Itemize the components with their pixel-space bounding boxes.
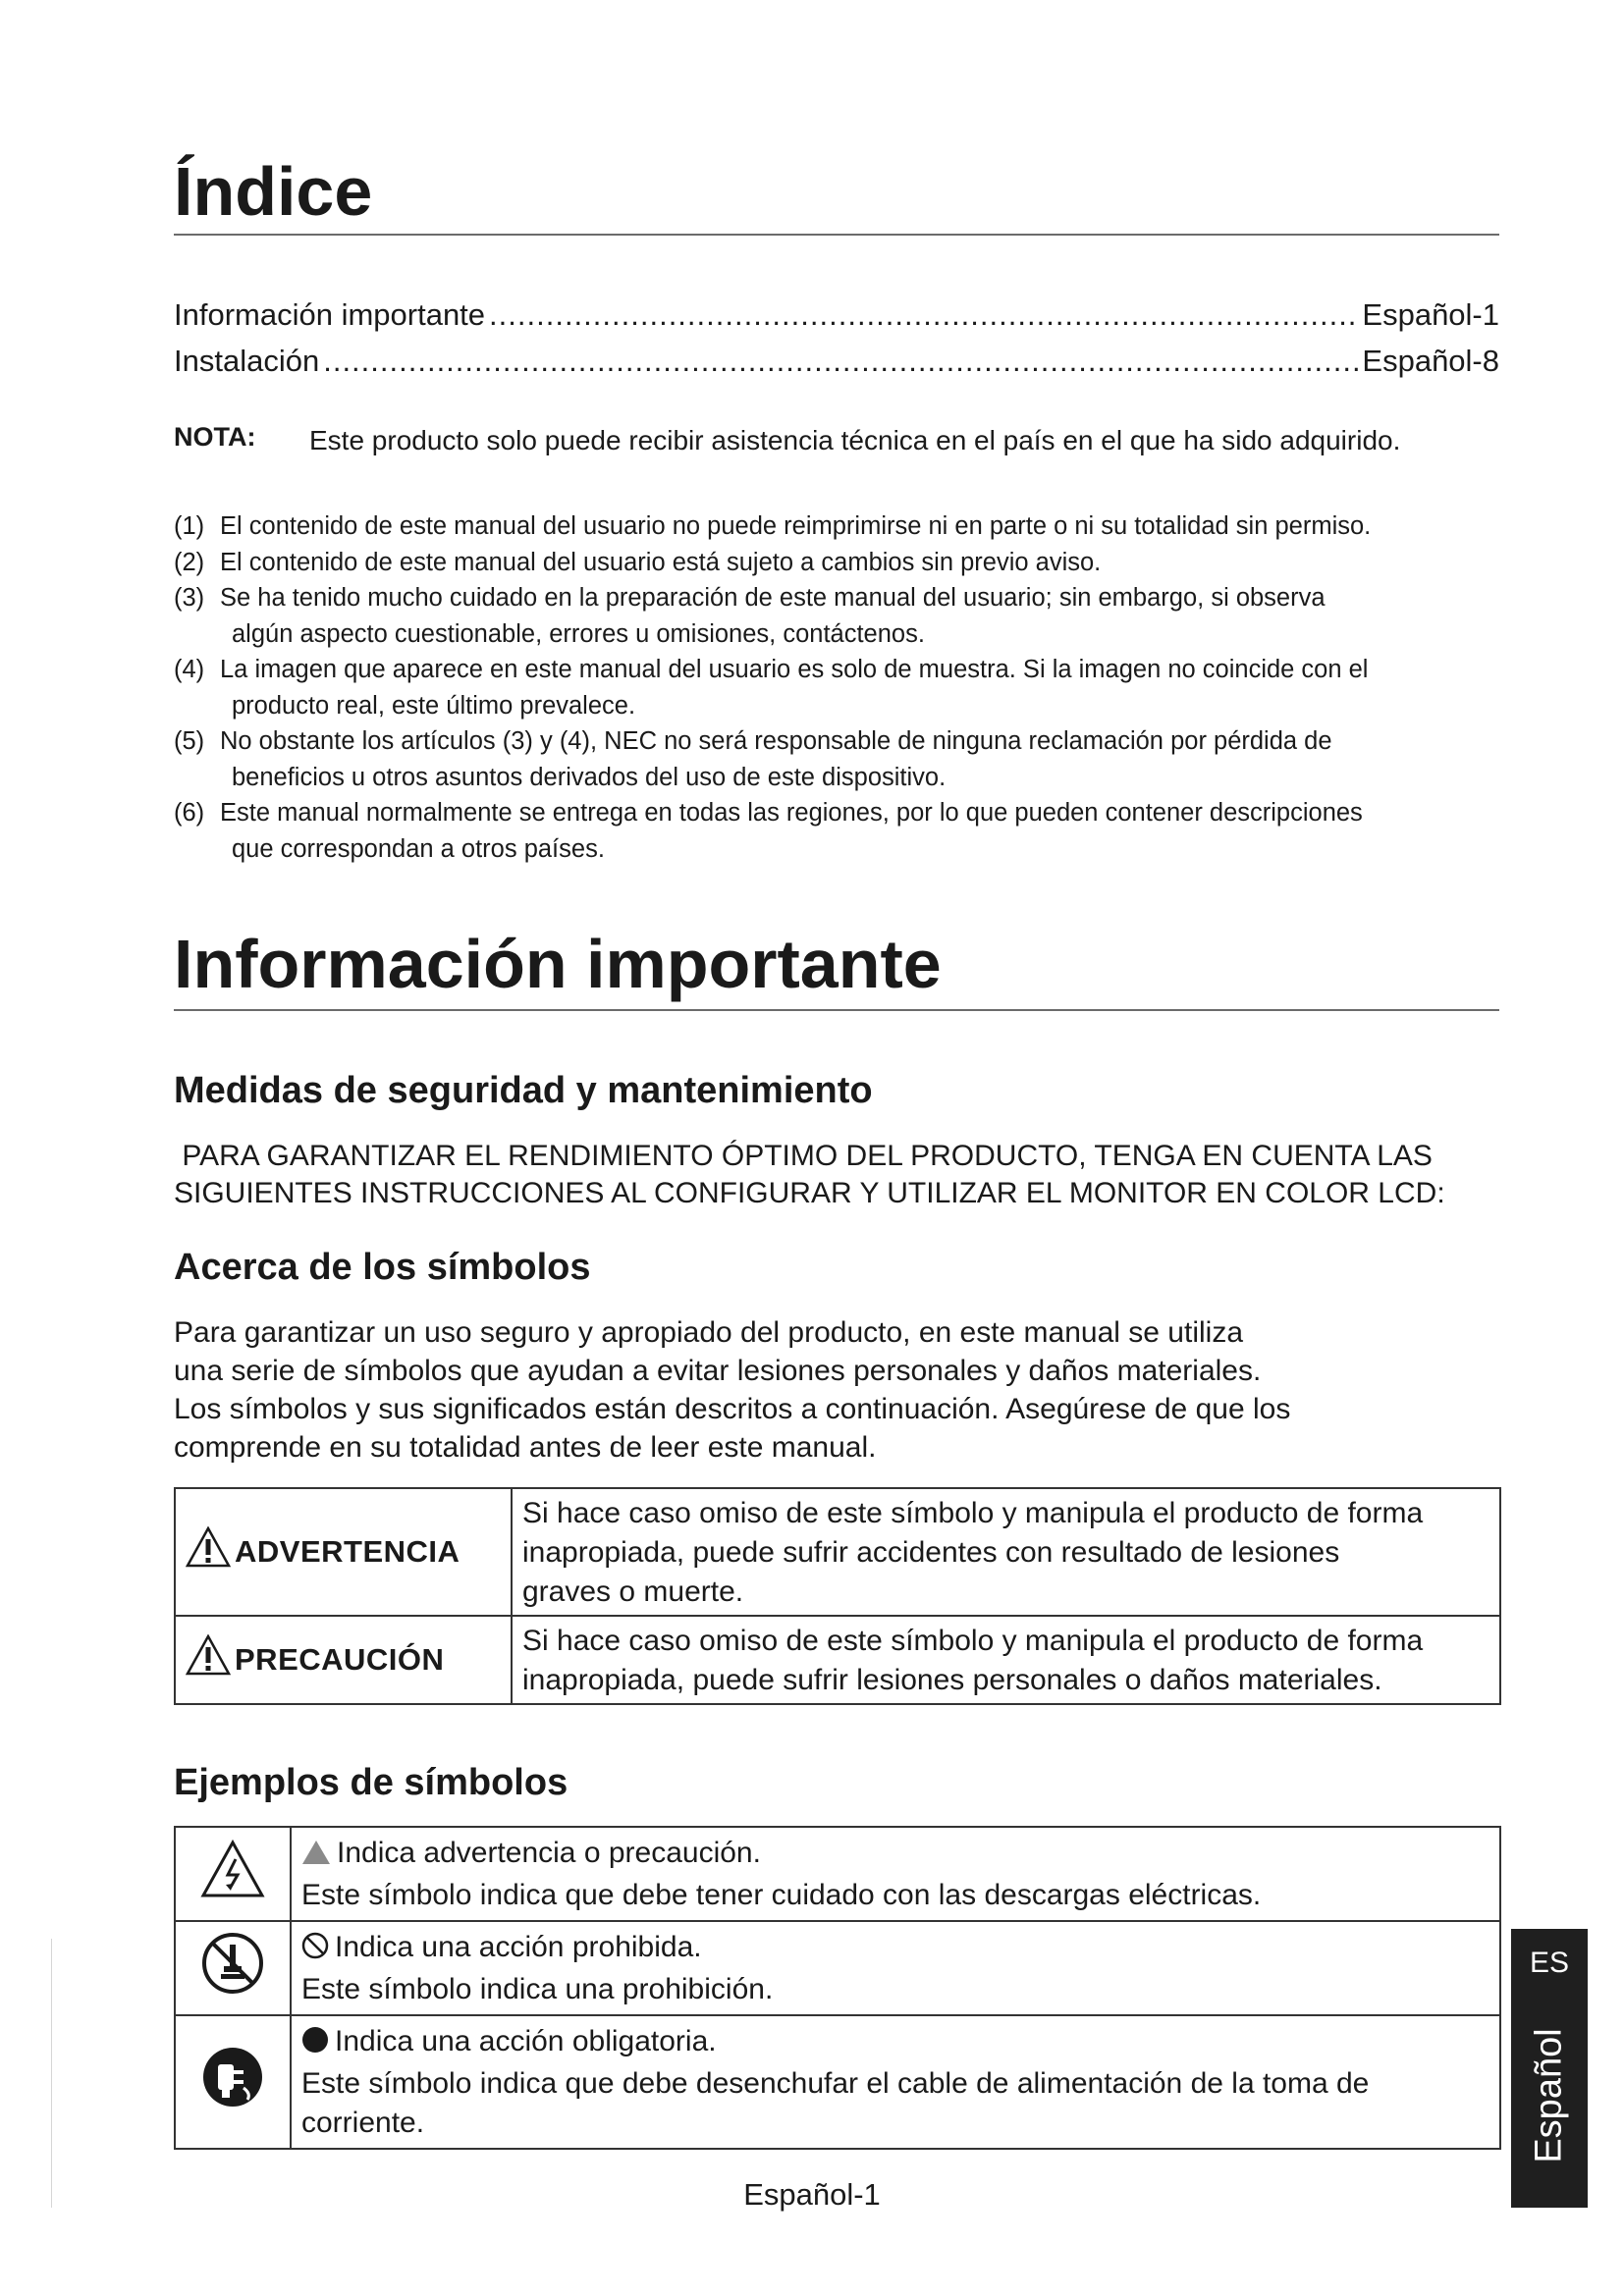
table-row — [175, 1616, 1500, 1704]
symbol-header-cell — [175, 1488, 512, 1616]
table-row — [175, 1921, 1500, 2015]
caution-triangle-icon — [186, 1634, 231, 1685]
toc-entry-label: Instalación — [174, 344, 320, 378]
symbol-example-line: Este símbolo indica que debe desenchufar el cable de alimentación de la toma de — [301, 2067, 1370, 2100]
list-item-text: Se ha tenido mucho cuidado en la preparación de este manual del usuario; sin embargo, si observa — [220, 584, 1326, 612]
warning-triangle-icon — [186, 1526, 231, 1577]
symbol-example-line: corriente. — [301, 2107, 425, 2139]
symbol-label: PRECAUCIÓN — [235, 1642, 445, 1677]
symbol-header-cell — [175, 1616, 512, 1704]
list-item-text: Este manual normalmente se entrega en todas las regiones, por lo que pueden contener descripciones — [220, 799, 1363, 827]
list-item — [174, 795, 1509, 831]
symbol-label: ADVERTENCIA — [235, 1534, 460, 1569]
table-row — [175, 1827, 1500, 1921]
symbol-icon-cell — [175, 1921, 291, 2015]
symbol-description-line: Si hace caso omiso de este símbolo y manipula el producto de forma — [522, 1625, 1424, 1657]
toc-entry[interactable] — [174, 299, 1499, 330]
filled-circle-icon — [301, 2025, 329, 2064]
list-item-continuation: beneficios u otros asuntos derivados del uso de este dispositivo. — [232, 763, 947, 791]
list-item-text: El contenido de este manual del usuario no puede reimprimirse ni en parte o ni su totalidad sin permiso. — [220, 512, 1372, 540]
symbol-example-title: Indica una acción obligatoria. — [335, 2025, 717, 2057]
symbol-example-title: Indica una acción prohibida. — [335, 1931, 702, 1963]
note-label: NOTA: — [174, 422, 256, 452]
list-item-number: (2) — [174, 548, 205, 576]
electric-shock-icon — [200, 1873, 265, 1905]
list-item — [174, 652, 1509, 688]
symbol-meaning-table — [174, 1487, 1501, 1705]
list-item-number: (4) — [174, 656, 205, 683]
toc-entry-label: Información importante — [174, 297, 486, 332]
important-title-rule — [174, 1009, 1499, 1011]
table-row — [175, 1488, 1500, 1616]
numbered-list — [174, 508, 1509, 867]
symbol-examples-table — [174, 1826, 1501, 2150]
list-item — [174, 723, 1509, 760]
symbol-example-description — [291, 1921, 1500, 2015]
list-item-text: No obstante los artículos (3) y (4), NEC no será responsable de ninguna reclamación por pérdida de — [220, 727, 1332, 755]
table-row — [175, 2015, 1500, 2149]
list-item-number: (3) — [174, 584, 205, 612]
language-code: ES — [1529, 1947, 1570, 1979]
symbols-paragraph — [174, 1313, 1509, 1467]
toc-leader-dots — [489, 299, 1358, 330]
margin-line — [51, 1939, 52, 2208]
symbol-icon-cell — [175, 2015, 291, 2149]
list-item-text: El contenido de este manual del usuario está sujeto a cambios sin previo aviso. — [220, 548, 1102, 576]
safety-line: PARA GARANTIZAR EL RENDIMIENTO ÓPTIMO DEL PRODUCTO, TENGA EN CUENTA LAS — [174, 1140, 1433, 1172]
symbol-description-line: Si hace caso omiso de este símbolo y manipula el producto de forma — [522, 1497, 1424, 1529]
symbols-line: Para garantizar un uso seguro y apropiado del producto, en este manual se utiliza — [174, 1316, 1244, 1349]
index-title-rule — [174, 234, 1499, 236]
toc-entry[interactable] — [174, 346, 1499, 376]
symbol-description-cell — [512, 1488, 1500, 1616]
list-item-continuation: producto real, este último prevalece. — [232, 691, 636, 720]
toc-entry-page: Español-1 — [1362, 297, 1499, 332]
safety-paragraph — [174, 1138, 1509, 1212]
symbol-description-line: inapropiada, puede sufrir accidentes con resultado de lesiones — [522, 1536, 1340, 1569]
list-item-text: La imagen que aparece en este manual del usuario es solo de muestra. Si la imagen no coincide con el — [220, 656, 1369, 683]
list-item-number: (6) — [174, 799, 205, 827]
list-item-continuation: que correspondan a otros países. — [232, 834, 605, 863]
symbols-heading: Acerca de los símbolos — [174, 1247, 591, 1288]
toc-entry-page: Español-8 — [1362, 344, 1499, 378]
important-title: Información importante — [174, 926, 942, 1002]
symbol-description-line: graves o muerte. — [522, 1575, 744, 1608]
language-name: Español — [1528, 2028, 1570, 2163]
symbols-line: comprende en su totalidad antes de leer este manual. — [174, 1431, 877, 1464]
symbols-line: Los símbolos y sus significados están descritos a continuación. Asegúrese de que los — [174, 1393, 1291, 1425]
symbol-description-cell — [512, 1616, 1500, 1704]
list-item-number: (5) — [174, 727, 205, 755]
list-item-number: (1) — [174, 512, 205, 540]
toc-leader-dots — [323, 346, 1358, 376]
gray-triangle-icon — [301, 1837, 331, 1876]
safety-line: SIGUIENTES INSTRUCCIONES AL CONFIGURAR Y UTILIZAR EL MONITOR EN COLOR LCD: — [174, 1177, 1445, 1209]
symbol-icon-cell — [175, 1827, 291, 1921]
language-side-tab — [1511, 1929, 1588, 2208]
page-number: Español-1 — [743, 2177, 881, 2212]
examples-heading: Ejemplos de símbolos — [174, 1762, 568, 1803]
note-text: Este producto solo puede recibir asistencia técnica en el país en el que ha sido adquirido. — [309, 425, 1401, 455]
symbol-description-line: inapropiada, puede sufrir lesiones personales o daños materiales. — [522, 1664, 1382, 1696]
list-item — [174, 508, 1509, 545]
symbol-example-description — [291, 2015, 1500, 2149]
do-not-disassemble-icon — [200, 1970, 265, 2002]
safety-heading: Medidas de seguridad y mantenimiento — [174, 1070, 873, 1111]
prohibition-circle-icon — [301, 1931, 329, 1970]
list-item-continuation: algún aspecto cuestionable, errores u omisiones, contáctenos. — [232, 619, 925, 648]
unplug-icon — [200, 2084, 265, 2116]
symbols-line: una serie de símbolos que ayudan a evitar lesiones personales y daños materiales. — [174, 1355, 1262, 1387]
symbol-example-line: Este símbolo indica que debe tener cuidado con las descargas eléctricas. — [301, 1879, 1262, 1911]
index-title: Índice — [174, 153, 373, 230]
symbol-example-description — [291, 1827, 1500, 1921]
symbol-example-title: Indica advertencia o precaución. — [337, 1837, 761, 1869]
list-item — [174, 580, 1509, 616]
symbol-example-line: Este símbolo indica una prohibición. — [301, 1973, 774, 2005]
list-item — [174, 545, 1509, 581]
